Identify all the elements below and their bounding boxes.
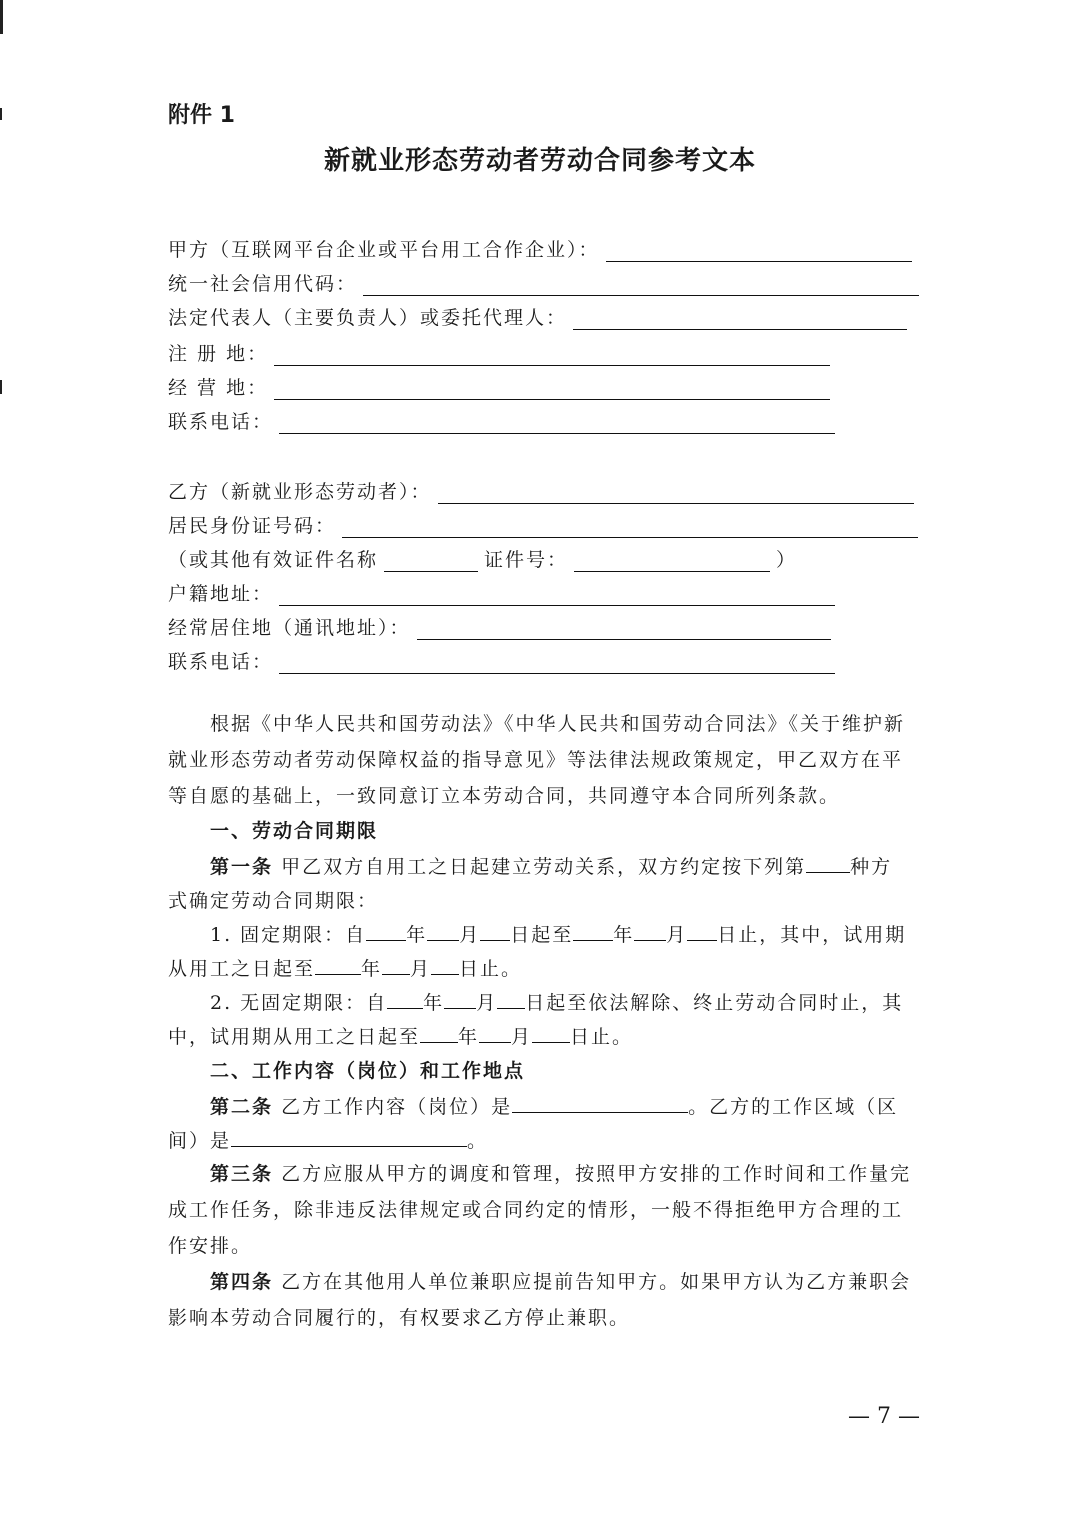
article-2-text-a: 乙方工作内容（岗位）是 [281, 1096, 513, 1118]
attachment-label: 附件 1 [168, 103, 235, 128]
other-id-number-blank[interactable] [574, 549, 770, 572]
open-probation-day-blank[interactable] [532, 1024, 570, 1043]
party-b-phone-blank[interactable] [279, 651, 835, 674]
id-number-field [168, 508, 918, 538]
other-id-field [168, 542, 797, 572]
term-type-blank[interactable] [806, 854, 850, 873]
probation-year-blank[interactable] [315, 956, 361, 975]
scan-edge-mark [0, 380, 2, 394]
article-1-text-a: 甲乙双方自用工之日起建立劳动关系，双方约定按下列第 [281, 856, 807, 878]
month-label: 月 [666, 924, 688, 946]
open-start-year-blank[interactable] [387, 990, 423, 1009]
article-2-text-c: 间）是 [168, 1130, 232, 1152]
party-a-phone-label: 联系电话： [168, 411, 274, 433]
open-end-label: 日起至依法解除、终止劳动合同时止，其 [525, 992, 904, 1014]
open-probation-year-blank[interactable] [420, 1024, 458, 1043]
fixed-end-month-blank[interactable] [634, 922, 666, 941]
party-b-name-blank[interactable] [438, 481, 914, 504]
residence-field [168, 610, 831, 640]
representative-blank[interactable] [573, 307, 907, 330]
household-address-blank[interactable] [279, 583, 835, 606]
other-id-close: ） [776, 549, 798, 571]
scan-edge-mark [0, 0, 3, 34]
scan-edge-mark [0, 108, 2, 120]
article-3-heading: 第三条 [210, 1163, 274, 1185]
fixed-end-day-blank[interactable] [687, 922, 717, 941]
business-address-blank[interactable] [274, 377, 830, 400]
open-probation-line [168, 1022, 633, 1049]
probation-label: 从用工之日起至 [168, 958, 316, 980]
article-1-text-b: 种方 [850, 856, 893, 878]
article-2-heading: 第二条 [210, 1096, 274, 1118]
article-2-text-b: 。乙方的工作区域（区 [688, 1096, 899, 1118]
fixed-end-year-blank[interactable] [573, 922, 613, 941]
year-label: 年 [423, 992, 445, 1014]
party-a-phone-blank[interactable] [279, 411, 835, 434]
credit-code-blank[interactable] [363, 273, 919, 296]
article-1-line [210, 852, 892, 879]
business-address-field [168, 370, 830, 400]
article-2-line [210, 1092, 898, 1119]
job-content-blank[interactable] [512, 1094, 688, 1113]
article-3-paragraph [168, 1156, 920, 1264]
article-4-heading: 第四条 [210, 1271, 274, 1293]
preamble-paragraph: 根据《中华人民共和国劳动法》《中华人民共和国劳动合同法》《关于维护新就业形态劳动者劳动保障权益的指导意见》等法律法规政策规定，甲乙双方在平等自愿的基础上，一致同意订立本劳动合同，共同遵守本合同所列条款。 [168, 713, 906, 807]
article-4-paragraph [168, 1264, 920, 1336]
page-number: — 7 — [848, 1404, 920, 1429]
month-label: 月 [511, 1026, 533, 1048]
open-probation-month-blank[interactable] [479, 1024, 511, 1043]
party-b-phone-label: 联系电话： [168, 651, 274, 673]
residence-blank[interactable] [417, 617, 831, 640]
party-b-name-label: 乙方（新就业形态劳动者）： [168, 481, 432, 503]
fixed-start-day-blank[interactable] [480, 922, 510, 941]
open-probation-label: 中，试用期从用工之日起至 [168, 1026, 421, 1048]
fixed-start-year-blank[interactable] [366, 922, 406, 941]
household-address-label: 户籍地址： [168, 583, 274, 605]
year-label: 年 [458, 1026, 480, 1048]
probation-day-blank[interactable] [431, 956, 459, 975]
party-a-name-field [168, 232, 912, 262]
open-start-month-blank[interactable] [444, 990, 476, 1009]
other-id-name-label: （或其他有效证件名称 [168, 549, 379, 571]
fixed-term-label: 1. 固定期限：自 [210, 924, 367, 946]
month-label: 月 [410, 958, 432, 980]
article-1-heading: 第一条 [210, 856, 274, 878]
probation-line [168, 954, 522, 981]
credit-code-label: 统一社会信用代码： [168, 273, 358, 295]
credit-code-field [168, 266, 919, 296]
article-2-text-d: 。 [467, 1130, 489, 1152]
party-b-phone-field [168, 644, 835, 674]
open-term-line [210, 988, 903, 1015]
document-title: 新就业形态劳动者劳动合同参考文本 [323, 146, 756, 176]
article-1-line-2: 式确定劳动合同期限： [168, 890, 379, 912]
representative-field [168, 300, 907, 330]
fixed-end-label: 日止，其中，试用期 [717, 924, 907, 946]
section-heading-term: 一、劳动合同期限 [210, 820, 379, 842]
open-term-label: 2. 无固定期限：自 [210, 992, 388, 1014]
representative-label: 法定代表人（主要负责人）或委托代理人： [168, 307, 568, 329]
month-label: 月 [459, 924, 481, 946]
other-id-number-label: 证件号： [484, 549, 569, 571]
year-label: 年 [613, 924, 635, 946]
id-number-label: 居民身份证号码： [168, 515, 337, 537]
section-heading-work: 二、工作内容（岗位）和工作地点 [210, 1060, 526, 1082]
article-2-line-2 [168, 1126, 488, 1153]
day-end-label: 日止。 [570, 1026, 634, 1048]
article-4-text: 乙方在其他用人单位兼职应提前告知甲方。如果甲方认为乙方兼职会影响本劳动合同履行的，有权要求乙方停止兼职。 [168, 1271, 912, 1329]
party-a-phone-field [168, 404, 835, 434]
month-label: 月 [476, 992, 498, 1014]
party-a-name-label: 甲方（互联网平台企业或平台用工合作企业）： [168, 239, 600, 261]
open-start-day-blank[interactable] [497, 990, 525, 1009]
day-end-label: 日止。 [459, 958, 523, 980]
fixed-start-month-blank[interactable] [427, 922, 459, 941]
registered-address-blank[interactable] [274, 343, 830, 366]
day-from-label: 日起至 [510, 924, 574, 946]
business-address-label: 经 营 地： [168, 377, 269, 399]
registered-address-field [168, 336, 830, 366]
residence-label: 经常居住地（通讯地址）： [168, 617, 411, 639]
household-address-field [168, 576, 835, 606]
probation-month-blank[interactable] [382, 956, 410, 975]
id-number-blank[interactable] [342, 515, 918, 538]
article-3-text: 乙方应服从甲方的调度和管理，按照甲方安排的工作时间和工作量完成工作任务，除非违反法律规定或合同约定的情形，一般不得拒绝甲方合理的工作安排。 [168, 1163, 912, 1257]
other-id-name-blank[interactable] [384, 549, 478, 572]
work-area-blank[interactable] [231, 1128, 467, 1147]
year-label: 年 [361, 958, 383, 980]
party-a-name-blank[interactable] [606, 239, 912, 262]
year-label: 年 [406, 924, 428, 946]
party-b-name-field [168, 474, 914, 504]
fixed-term-line [210, 920, 906, 947]
registered-address-label: 注 册 地： [168, 343, 269, 365]
